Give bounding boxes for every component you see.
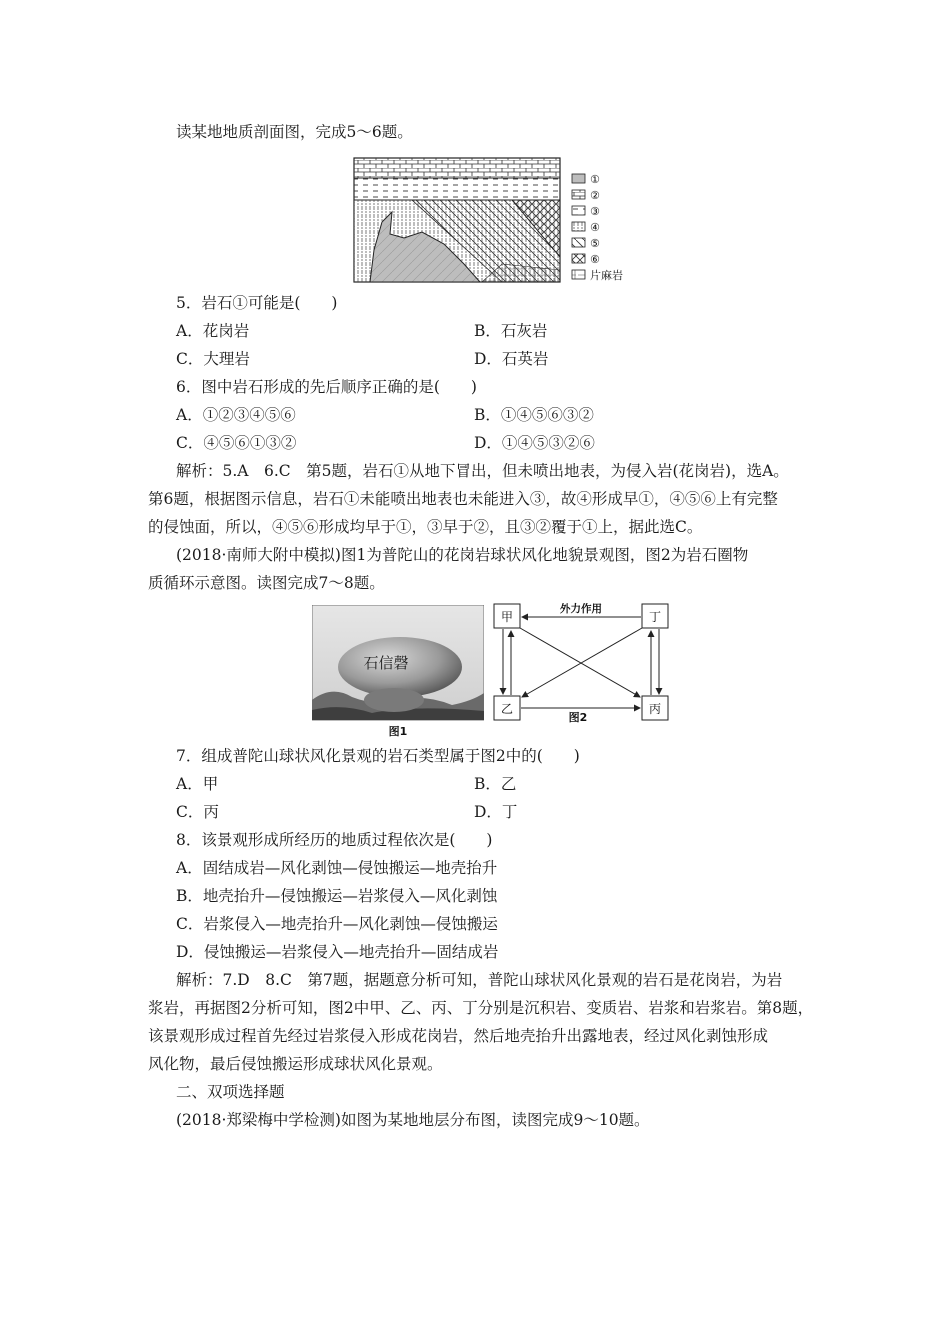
q6-option-b: B．①④⑤⑥③② bbox=[474, 406, 594, 424]
q8-option-a: A．固结成岩—风化剥蚀—侵蚀搬运—地壳抬升 bbox=[176, 859, 498, 877]
legend-5: ⑤ bbox=[590, 237, 600, 250]
node-jia: 甲 bbox=[500, 610, 514, 624]
q6-option-d: D．①④⑤③②⑥ bbox=[474, 434, 595, 452]
q5-option-d: D．石英岩 bbox=[474, 350, 549, 368]
section-heading: 二、双项选择题 bbox=[176, 1083, 285, 1101]
answer-5-6-line3: 的侵蚀面，所以，④⑤⑥形成均早于①，③早于②，且③②覆于①上，据此选C。 bbox=[148, 518, 703, 536]
intro2-line1: (2018·南师大附中模拟)图1为普陀山的花岗岩球状风化地貌景观图，图2为岩石圈物 bbox=[176, 546, 749, 564]
answer-7-8-line3: 该景观形成过程首先经过岩浆侵入形成花岗岩，然后地壳抬升出露地表，经过风化剥蚀形成 bbox=[148, 1027, 769, 1045]
figure-1-caption: 图1 bbox=[388, 725, 408, 738]
q7-stem: 7．组成普陀山球状风化景观的岩石类型属于图2中的( ) bbox=[176, 747, 580, 765]
answer-5-6-line1: 解析：5.A 6.C 第5题，岩石①从地下冒出，但未喷出地表，为侵入岩(花岗岩)，选A。 bbox=[176, 462, 789, 480]
legend-3: ③ bbox=[590, 205, 600, 218]
q5-option-a: A．花岗岩 bbox=[176, 322, 250, 340]
legend-gneiss: 片麻岩 bbox=[590, 269, 623, 282]
q6-option-c: C．④⑤⑥①③② bbox=[176, 434, 297, 452]
geologic-section-figure bbox=[352, 152, 642, 287]
q8-option-c: C．岩浆侵入—地壳抬升—风化剥蚀—侵蚀搬运 bbox=[176, 915, 498, 933]
q5-stem: 5．岩石①可能是( ) bbox=[176, 294, 338, 312]
node-ding: 丁 bbox=[648, 610, 662, 624]
answer-5-6-line2: 第6题，根据图示信息，岩石①未能喷出地表也未能进入③，故④形成早①，④⑤⑥上有完整 bbox=[148, 490, 778, 508]
q6-option-a: A．①②③④⑤⑥ bbox=[176, 406, 296, 424]
node-yi: 乙 bbox=[500, 702, 514, 716]
q8-option-d: D．侵蚀搬运—岩浆侵入—地壳抬升—固结成岩 bbox=[176, 943, 499, 961]
legend-2: ② bbox=[590, 189, 600, 202]
q8-option-b: B．地壳抬升—侵蚀搬运—岩浆侵入—风化剥蚀 bbox=[176, 887, 498, 905]
q6-stem: 6．图中岩石形成的先后顺序正确的是( ) bbox=[176, 378, 477, 396]
legend-4: ④ bbox=[590, 221, 600, 234]
rock-cycle-diagram bbox=[490, 600, 675, 740]
intro-text: 读某地地质剖面图，完成5～6题。 bbox=[176, 123, 413, 141]
node-bing: 丙 bbox=[648, 702, 662, 716]
photo-inscription: 石信磬 bbox=[363, 654, 409, 672]
q7-option-c: C．丙 bbox=[176, 803, 219, 821]
q5-option-b: B．石灰岩 bbox=[474, 322, 548, 340]
intro2-line2: 质循环示意图。读图完成7～8题。 bbox=[148, 574, 385, 592]
q5-option-c: C．大理岩 bbox=[176, 350, 250, 368]
answer-7-8-line1: 解析：7.D 8.C 第7题，据题意分析可知，普陀山球状风化景观的岩石是花岗岩，为岩 bbox=[176, 971, 783, 989]
granite-photo bbox=[312, 605, 484, 740]
external-force-label: 外力作用 bbox=[560, 603, 602, 615]
q7-option-d: D．丁 bbox=[474, 803, 518, 821]
q8-stem: 8．该景观形成所经历的地质过程依次是( ) bbox=[176, 831, 493, 849]
figure-2-caption: 图2 bbox=[568, 711, 588, 724]
legend-6: ⑥ bbox=[590, 253, 600, 266]
answer-7-8-line2: 浆岩，再据图2分析可知，图2中甲、乙、丙、丁分别是沉积岩、变质岩、岩浆和岩浆岩。第8题， bbox=[148, 999, 814, 1017]
answer-7-8-line4: 风化物，最后侵蚀搬运形成球状风化景观。 bbox=[148, 1055, 443, 1073]
q7-option-a: A．甲 bbox=[176, 775, 219, 793]
intro3-text: (2018·郑梁梅中学检测)如图为某地地层分布图，读图完成9～10题。 bbox=[176, 1111, 650, 1129]
legend-1: ① bbox=[590, 173, 600, 186]
q7-option-b: B．乙 bbox=[474, 775, 517, 793]
